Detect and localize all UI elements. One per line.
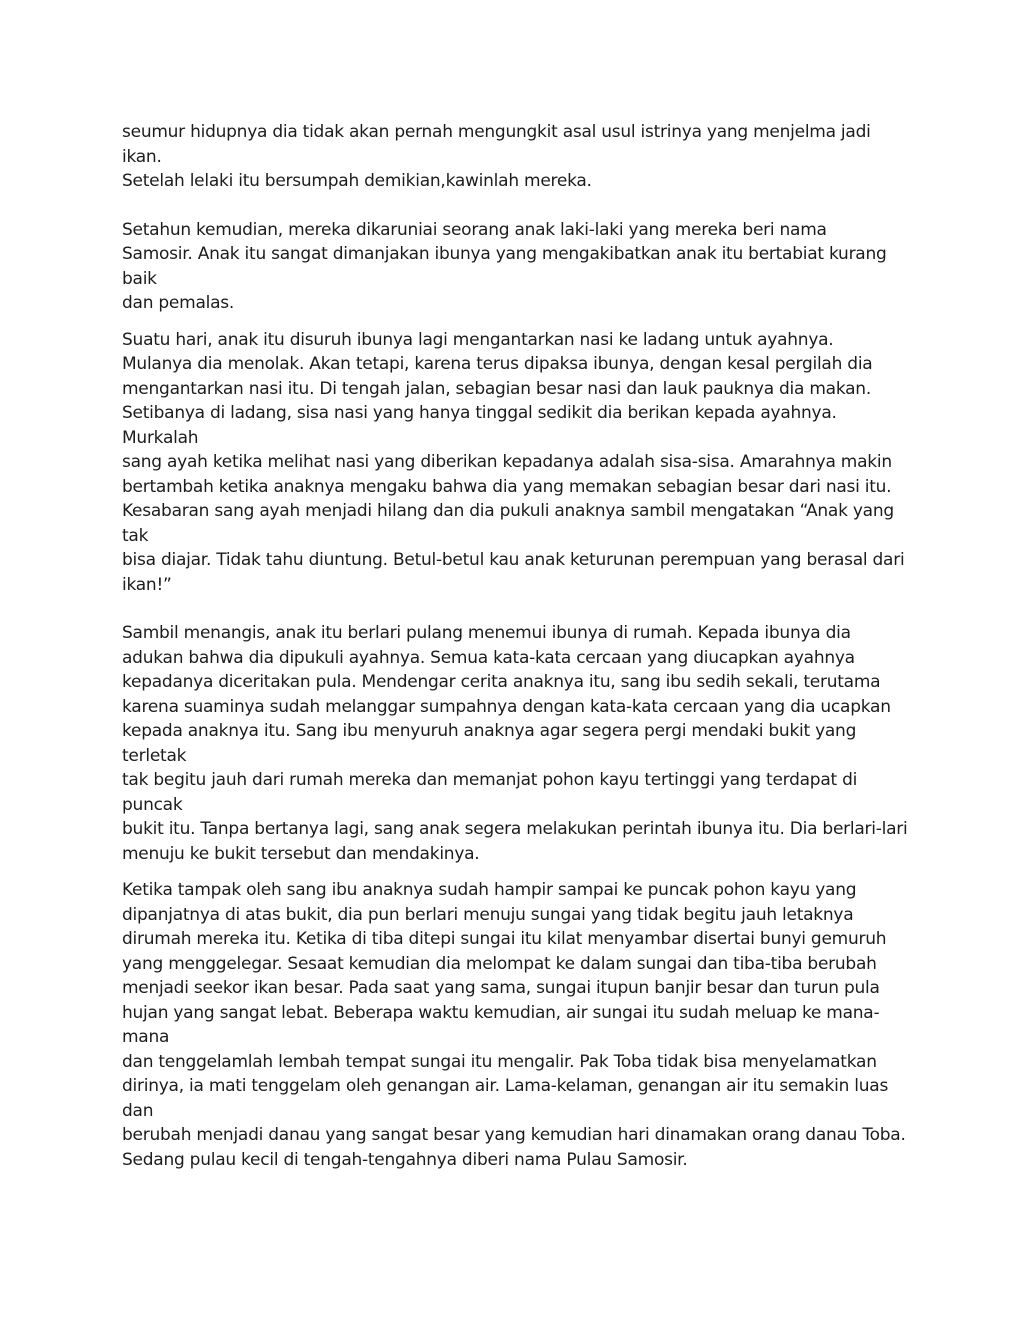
paragraph-2: Setahun kemudian, mereka dikaruniai seorang anak laki-laki yang mereka beri nama Samosir. Anak itu sangat dimanjakan ibunya yang mengakibatkan anak itu bertabiat kurang baik dan pemalas. xyxy=(122,219,887,313)
paragraph-spacer xyxy=(122,866,912,878)
paragraph-5: Ketika tampak oleh sang ibu anaknya sudah hampir sampai ke puncak pohon kayu yang dipanjatnya di atas bukit, dia pun berlari menuju sungai yang tidak begitu jauh letaknya dirumah mereka itu. Ketika di tiba ditepi sungai itu kilat menyambar disertai bunyi gemuruh yang menggelegar. Sesaat kemudian dia melompat ke dalam sungai dan tiba-tiba berubah menjadi seekor ikan besar. Pada saat yang sama, sungai itupun banjir besar dan turun pula hujan yang sangat lebat. Beberapa waktu kemudian, air sungai itu sudah meluap ke mana-mana dan tenggelamlah lembah tempat sungai itu mengalir. Pak Toba tidak bisa menyelamatkan dirinya, ia mati tenggelam oleh genangan air. Lama-kelaman, genangan air itu semakin luas dan berubah menjadi danau yang sangat besar yang kemudian hari dinamakan orang danau Toba. Sedang pulau kecil di tengah-tengahnya diberi nama Pulau Samosir. xyxy=(122,880,906,1170)
paragraph-1: seumur hidupnya dia tidak akan pernah mengungkit asal usul istrinya yang menjelma jadi ikan. Setelah lelaki itu bersumpah demikian,kawinlah mereka. xyxy=(122,122,871,191)
document-body xyxy=(122,120,912,1172)
paragraph-spacer xyxy=(122,316,912,328)
paragraph-spacer xyxy=(122,597,912,621)
paragraph-3: Suatu hari, anak itu disuruh ibunya lagi mengantarkan nasi ke ladang untuk ayahnya. Mulanya dia menolak. Akan tetapi, karena terus dipaksa ibunya, dengan kesal pergilah dia mengantarkan nasi itu. Di tengah jalan, sebagian besar nasi dan lauk pauknya dia makan. Setibanya di ladang, sisa nasi yang hanya tinggal sedikit dia berikan kepada ayahnya. Murkalah sang ayah ketika melihat nasi yang diberikan kepadanya adalah sisa-sisa. Amarahnya makin bertambah ketika anaknya mengaku bahwa dia yang memakan sebagian besar dari nasi itu. Kesabaran sang ayah menjadi hilang dan dia pukuli anaknya sambil mengatakan “Anak yang tak bisa diajar. Tidak tahu diuntung. Betul-betul kau anak keturunan perempuan yang berasal dari ikan!” xyxy=(122,329,905,595)
paragraph-spacer xyxy=(122,194,912,218)
paragraph-4: Sambil menangis, anak itu berlari pulang menemui ibunya di rumah. Kepada ibunya dia adukan bahwa dia dipukuli ayahnya. Semua kata-kata cercaan yang diucapkan ayahnya kepadanya diceritakan pula. Mendengar cerita anaknya itu, sang ibu sedih sekali, terutama karena suaminya sudah melanggar sumpahnya dengan kata-kata cercaan yang dia ucapkan kepada anaknya itu. Sang ibu menyuruh anaknya agar segera pergi mendaki bukit yang terletak tak begitu jauh dari rumah mereka dan memanjat pohon kayu tertinggi yang terdapat di puncak bukit itu. Tanpa bertanya lagi, sang anak segera melakukan perintah ibunya itu. Dia berlari-lari menuju ke bukit tersebut dan mendakinya. xyxy=(122,623,908,864)
